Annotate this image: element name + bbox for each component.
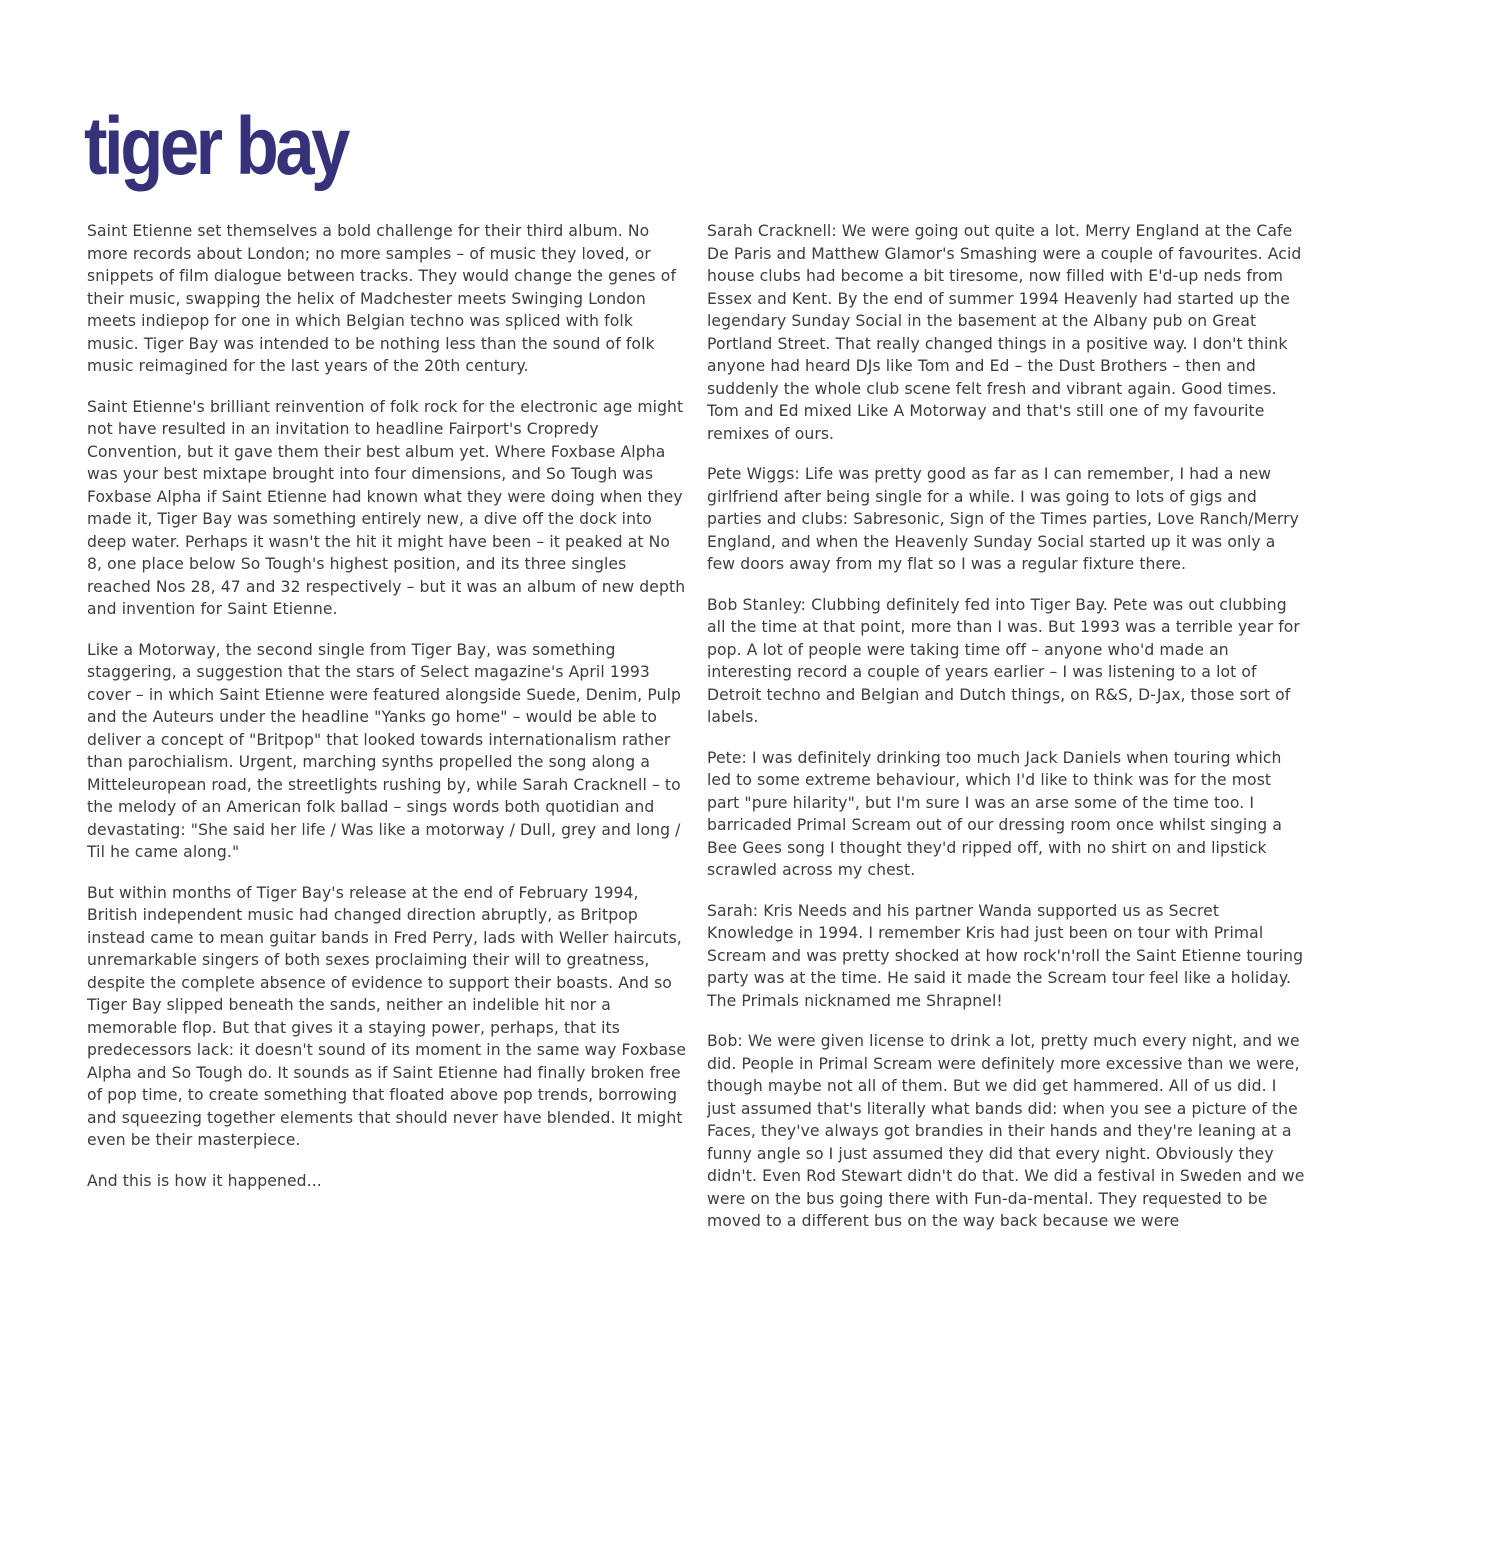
paragraph: Saint Etienne's brilliant reinvention of folk rock for the electronic age might not have resulted in an invitation to headline Fairport's Cropredy Convention, but it gave them their best album yet. Where Foxbase Alpha was your best mixtape brought into four dimensions, and So Tough was Foxbase Alpha if Saint Etienne had known what they were doing when they made it, Tiger Bay was something entirely new, a dive off the dock into deep water. Perhaps it wasn't the hit it might have been – it peaked at No 8, one place below So Tough's highest position, and its three singles reached Nos 28, 47 and 32 respectively – but it was an album of new depth and invention for Saint Etienne. (87, 397, 686, 618)
paragraph: Bob: We were given license to drink a lot, pretty much every night, and we did. People in Primal Scream were definitely more excessive than we were, though maybe not all of them. But we did get hammered. All of us did. I just assumed that's literally what bands did: when you see a picture of the Faces, they've always got brandies in their hands and they're leaning at a funny angle so I just assumed they did that every night. Obviously they didn't. Even Rod Stewart didn't do that. We did a festival in Sweden and we were on the bus going there with Fun-da-mental. They requested to be moved to a different bus on the way back because we were (707, 1032, 1305, 1230)
paragraph: Bob Stanley: Clubbing definitely fed into Tiger Bay. Pete was out clubbing all the time at that point, more than I was. But 1993 was a terrible year for pop. A lot of people were taking time off – anyone who'd made an interesting record a couple of years earlier – I was listening to a lot of Detroit techno and Belgian and Dutch things, on R&S, D-Jax, those sort of labels. (707, 595, 1300, 726)
paragraph: Sarah: Kris Needs and his partner Wanda supported us as Secret Knowledge in 1994. I remember Kris had just been on tour with Primal Scream and was pretty shocked at how rock'n'roll the Saint Etienne touring party was at the time. He said it made the Scream tour feel like a holiday. The Primals nicknamed me Shrapnel! (707, 901, 1304, 1010)
paragraph: Pete: I was definitely drinking too much Jack Daniels when touring which led to some extreme behaviour, which I'd like to think was for the most part "pure hilarity", but I'm sure I was an arse some of the time too. I barricaded Primal Scream out of our dressing room once whilst singing a Bee Gees song I thought they'd ripped off, with no shirt on and lipstick scrawled across my chest. (707, 748, 1283, 879)
page-title: tiger bay (84, 101, 347, 192)
paragraph: But within months of Tiger Bay's release at the end of February 1994, British independent music had changed direction abruptly, as Britpop instead came to mean guitar bands in Fred Perry, lads with Weller haircuts, unremarkable singers of both sexes proclaiming their will to greatness, despite the complete absence of evidence to support their boasts. And so Tiger Bay slipped beneath the sands, neither an indelible hit nor a memorable flop. But that gives it a staying power, perhaps, that its predecessors lack: it doesn't sound of its moment in the same way Foxbase Alpha and So Tough do. It sounds as if Saint Etienne had finally broken free of pop time, to create something that floated above pop trends, borrowing and squeezing together elements that should never have blended. It might even be their masterpiece. (87, 883, 687, 1149)
paragraph: And this is how it happened... (87, 1171, 322, 1190)
paragraph: Sarah Cracknell: We were going out quite a lot. Merry England at the Cafe De Paris and Matthew Glamor's Smashing were a couple of favourites. Acid house clubs had become a bit tiresome, now filled with E'd-up neds from Essex and Kent. By the end of summer 1994 Heavenly had started up the legendary Sunday Social in the basement at the Albany pub on Great Portland Street. That really changed things in a positive way. I don't think anyone had heard DJs like Tom and Ed – the Dust Brothers – then and suddenly the whole club scene felt fresh and vibrant again. Good times. Tom and Ed mixed Like A Motorway and that's still one of my favourite remixes of ours. (707, 222, 1302, 443)
left-column (87, 220, 687, 1210)
paragraph: Pete Wiggs: Life was pretty good as far as I can remember, I had a new girlfriend after being single for a while. I was going to lots of gigs and parties and clubs: Sabresonic, Sign of the Times parties, Love Ranch/Merry England, and when the Heavenly Sunday Social started up it was only a few doors away from my flat so I was a regular fixture there. (707, 465, 1299, 573)
paragraph: Like a Motorway, the second single from Tiger Bay, was something staggering, a suggestion that the stars of Select magazine's April 1993 cover – in which Saint Etienne were featured alongside Suede, Denim, Pulp and the Auteurs under the headline "Yanks go home" – would be able to deliver a concept of "Britpop" that looked towards internationalism rather than parochialism. Urgent, marching synths propelled the song along a Mitteleuropean road, the streetlights rushing by, while Sarah Cracknell – to the melody of an American folk ballad – sings words both quotidian and devastating: "She said her life / Was like a motorway / Dull, grey and long / Til he came along." (87, 640, 682, 861)
paragraph: Saint Etienne set themselves a bold challenge for their third album. No more records about London; no more samples – of music they loved, or snippets of film dialogue between tracks. They would change the genes of their music, swapping the helix of Madchester meets Swinging London meets indiepop for one in which Belgian techno was spliced with folk music. Tiger Bay was intended to be nothing less than the sound of folk music reimagined for the last years of the 20th century. (87, 222, 677, 375)
right-column (707, 220, 1307, 1251)
